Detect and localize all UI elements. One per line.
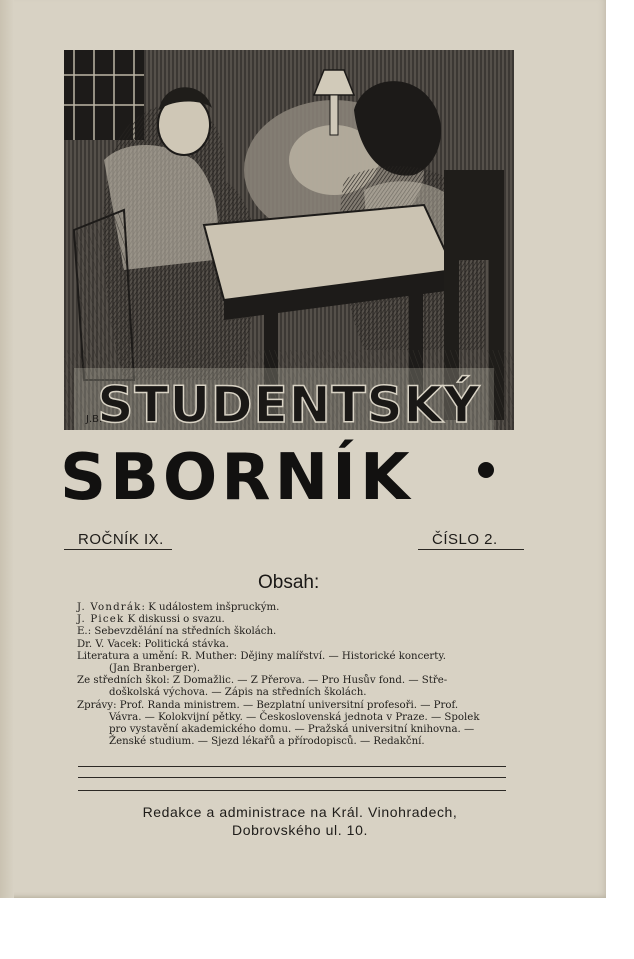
toc-entry-continuation: doškolská výchova. — Zápis na středních školách.: [109, 687, 367, 699]
table-of-contents: [77, 602, 517, 748]
volume-underline: [64, 549, 172, 550]
toc-entry-continuation: pro vystavění akademického domu. — Pražská universitní knihovna. —: [109, 724, 475, 736]
cover-illustration: [64, 50, 514, 430]
page-spine-shadow: [0, 0, 14, 898]
title-ornament-dot: [478, 462, 494, 478]
toc-entry: Dr. V. Vacek: Politická stávka.: [77, 638, 229, 650]
issue-label: ČÍSLO 2.: [432, 531, 498, 548]
toc-entry: J. Picek K diskussi o svazu.: [77, 614, 225, 626]
art-signature: J.B.: [86, 414, 103, 425]
footer-address-line-1: Redakce a administrace na Král. Vinohradech,: [142, 804, 458, 820]
toc-entry: Literatura a umění: R. Muther: Dějiny malířství. — Historické koncerty.: [77, 650, 446, 662]
toc-entry-continuation: (Jan Branberger).: [109, 663, 200, 675]
title-line-1: STUDENTSKÝ: [97, 376, 481, 430]
toc-entry: Zprávy: Prof. Randa ministrem. — Bezplatní universitní profesoři. — Prof.: [77, 699, 459, 711]
toc-entry-continuation: Ženské studium. — Sjezd lékařů a přírodopisců. — Redakční.: [109, 736, 425, 748]
issue-underline: [418, 549, 524, 550]
toc-entry: E.: Sebevzdělání na středních školách.: [77, 626, 277, 638]
toc-entry-continuation: Vávra. — Kolokvijní pětky. — Československá jednota v Praze. — Spolek: [109, 711, 480, 723]
contents-heading: Obsah:: [258, 572, 320, 593]
divider-rule: [78, 777, 506, 778]
divider-rule: [78, 766, 506, 767]
volume-label: ROČNÍK IX.: [78, 531, 164, 548]
footer-address-line-2: Dobrovského ul. 10.: [232, 822, 368, 838]
toc-entry: Ze středních škol: Z Domažlic. — Z Přerova. — Pro Husův fond. — Stře-: [77, 675, 448, 687]
divider-rule: [78, 790, 506, 791]
title-line-2: SBORNÍK: [60, 441, 414, 515]
toc-entry: J. Vondrák: K událostem inšpruckým.: [77, 602, 280, 613]
